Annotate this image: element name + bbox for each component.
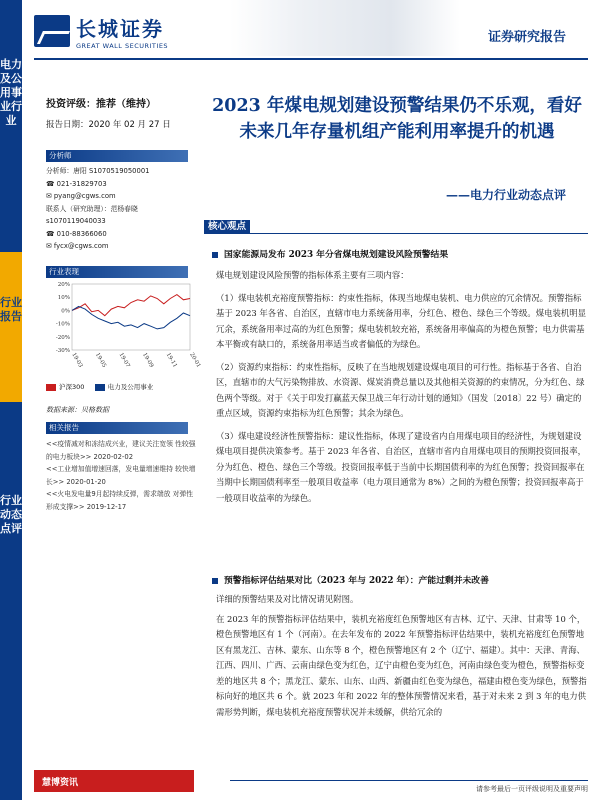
x-tick-label: 19-07 [117,352,131,369]
plot-frame [72,284,190,350]
y-tick-label: 20% [57,282,70,288]
related-report-link[interactable]: <<工业增加值增速回落，发电量增速维持 较快增长>> 2020-01-20 [46,465,196,486]
chart-source: 数据来源：贝格数据 [46,406,109,414]
related-report-link[interactable]: <<火电发电量9月起持续反弹，需求端放 对弹性形成支撑>> 2019-12-17 [46,490,194,511]
analyst-section-header: 分析师 [46,150,188,162]
x-tick-label: 20-01 [188,352,202,369]
legend-label-industry: 电力及公用事业 [107,383,154,391]
analyst-phone: ☎ 021-31829703 [46,179,107,188]
paragraph: （1）煤电装机充裕度预警指标：约束性指标，体现当地煤电装机、电力供应的冗余情况。预警指标基于 2023 年各省、自治区，直辖市电力系统备用率，分红色、橙色、绿色三个等级。煤电装机明显冗余，系统备用率过高的为红色预警；煤电装机较充裕，系统备用率偏高的为橙色预警；电力供需基本平衡或有缺口的，系统备用率适当或者偏低的为绿色。 [216,292,587,349]
chart-legend [46,382,153,391]
chart-section-header: 行业表现 [46,266,188,278]
x-tick-label: 19-11 [164,352,178,369]
contact-phone: ☎ 010-88366060 [46,229,107,238]
footer-disclaimer: 请参考最后一页评级说明及重要声明 [476,785,588,793]
legend-label-hs300: 沪深300 [59,383,85,391]
section-body [216,592,588,720]
paragraph: 煤电规划建设风险预警的指标体系主要有三项内容： [216,270,409,280]
paragraph: （2）资源约束指标：约束性指标，反映了在当地规划建设煤电项目的可行性。指标基于各省、自治区，直辖市的大气污染物排放、水资源、煤炭消费总量以及其他相关资源的约束情况，分为红色、绿色两个等级。对于《关于印发打赢蓝天保卫战三年行动计划的通知》（国发〔2018〕22 号）确定的重点区域，资源约束指标为红色预警；其余为绿色。 [216,361,585,418]
x-tick-label: 19-09 [141,352,155,369]
analyst-email: ✉ pyang@cgws.com [46,192,116,200]
y-tick-label: -10% [55,321,70,328]
report-title: 2023 年煤电规划建设预警结果仍不乐观，看好未来几年存量机组产能利用率提升的机遇 [212,96,582,142]
contact-email: ✉ fycx@cgws.com [46,242,109,250]
contact-id: s1070119040033 [46,217,106,225]
brand-name-cn: 长城证券 [76,16,164,41]
header-banner-image [230,0,460,56]
analyst-info [46,165,196,253]
related-reports [46,438,196,513]
report-type: 证券研究报告 [487,30,566,45]
core-view-divider [204,233,588,234]
y-tick-label: 0% [61,308,70,315]
section-body [216,268,588,506]
section-heading: 预警指标评估结果对比（2023 年与 2022 年）：产能过剩并未改善 [212,573,489,586]
strip-report-subtype: 行业动态点评 [0,494,22,535]
x-tick-label: 19-05 [93,352,107,369]
brand-logo [34,10,168,52]
header-divider [34,58,588,60]
related-section-header: 相关报告 [46,422,188,434]
strip-report-kind: 行业报告 [0,252,22,402]
investment-rating: 投资评级：推荐（维持） [46,99,156,110]
paragraph: 详细的预警结果及对比情况请见附图。 [216,594,359,604]
x-tick-label: 19-03 [70,352,84,369]
great-wall-logo-icon [34,15,70,47]
strip-industry: 电力及公用事业行业 [0,58,22,127]
section-heading: 国家能源局发布 2023 年分省煤电规划建设风险预警结果 [212,247,448,260]
footer-divider [230,780,588,781]
y-tick-label: 10% [57,295,70,302]
analyst-line: 分析师：唐阳 S1070519050001 [46,167,150,175]
footer-logo: 慧博资讯 [34,770,194,792]
legend-swatch-hs300 [46,384,56,391]
paragraph: （3）煤电建设经济性预警指标：建议性指标，体现了建设省内自用煤电项目的经济性，为规划建设煤电项目提供决策参考。基于 2023 年各省、自治区，直辖市省内自用煤电项目的预期投资回报率，分为红色、橙色、绿色三个等级。投资回报率低于当前中长期国债利率的为红色预警；投资回报率在当期中长期国债利率至一般项目收益率（电力项目通常为 8%）之间的为橙色预警；投资回报率高于一般项目收益率的为绿色。 [216,430,587,503]
y-tick-label: -30% [55,348,70,354]
y-tick-label: -20% [55,334,70,341]
core-view-label: 核心观点 [204,220,250,234]
report-date: 报告日期：2020 年 02 月 27 日 [46,120,171,130]
contact-line: 联系人（研究助理）：范杨春晓 [46,204,138,213]
related-report-link[interactable]: <<疫情减对和冻结成兴业，建议关注宽领 性较强的电力板块>> 2020-02-02 [46,440,196,461]
legend-swatch-industry [95,384,105,391]
paragraph: 在 2023 年的预警指标评估结果中，装机充裕度红色预警地区有吉林、辽宁、天津、甘肃等 10 个，橙色预警地区有 1 个（河南）。在去年发布的 2022 年预警指标评估结果中，装机充裕度红色预警地区有黑龙江、吉林、蒙东、山东等 8 个，橙色预警地区有 2 个（辽宁、福建）。其中：天津、青海、江西、四川、广西、云南由绿色变为红色，辽宁由橙色变为红色，河南由绿色变为橙色，预警指标变差的地区共 8 个；黑龙江、蒙东、山东、山西、新疆由红色变为绿色，福建由橙色变为绿色，预警指标向好的地区共 6 个。就 2023 年和 2022 年的整体预警情况来看，基于对未来 2 到 3 年的电力供需形势判断，煤电装机充裕度预警状况并未缓解，供给冗余的 [216,613,587,717]
industry-performance-chart [44,280,202,378]
report-subtitle: ——电力行业动态点评 [445,188,566,202]
brand-name-en: GREAT WALL SECURITIES [76,41,169,50]
